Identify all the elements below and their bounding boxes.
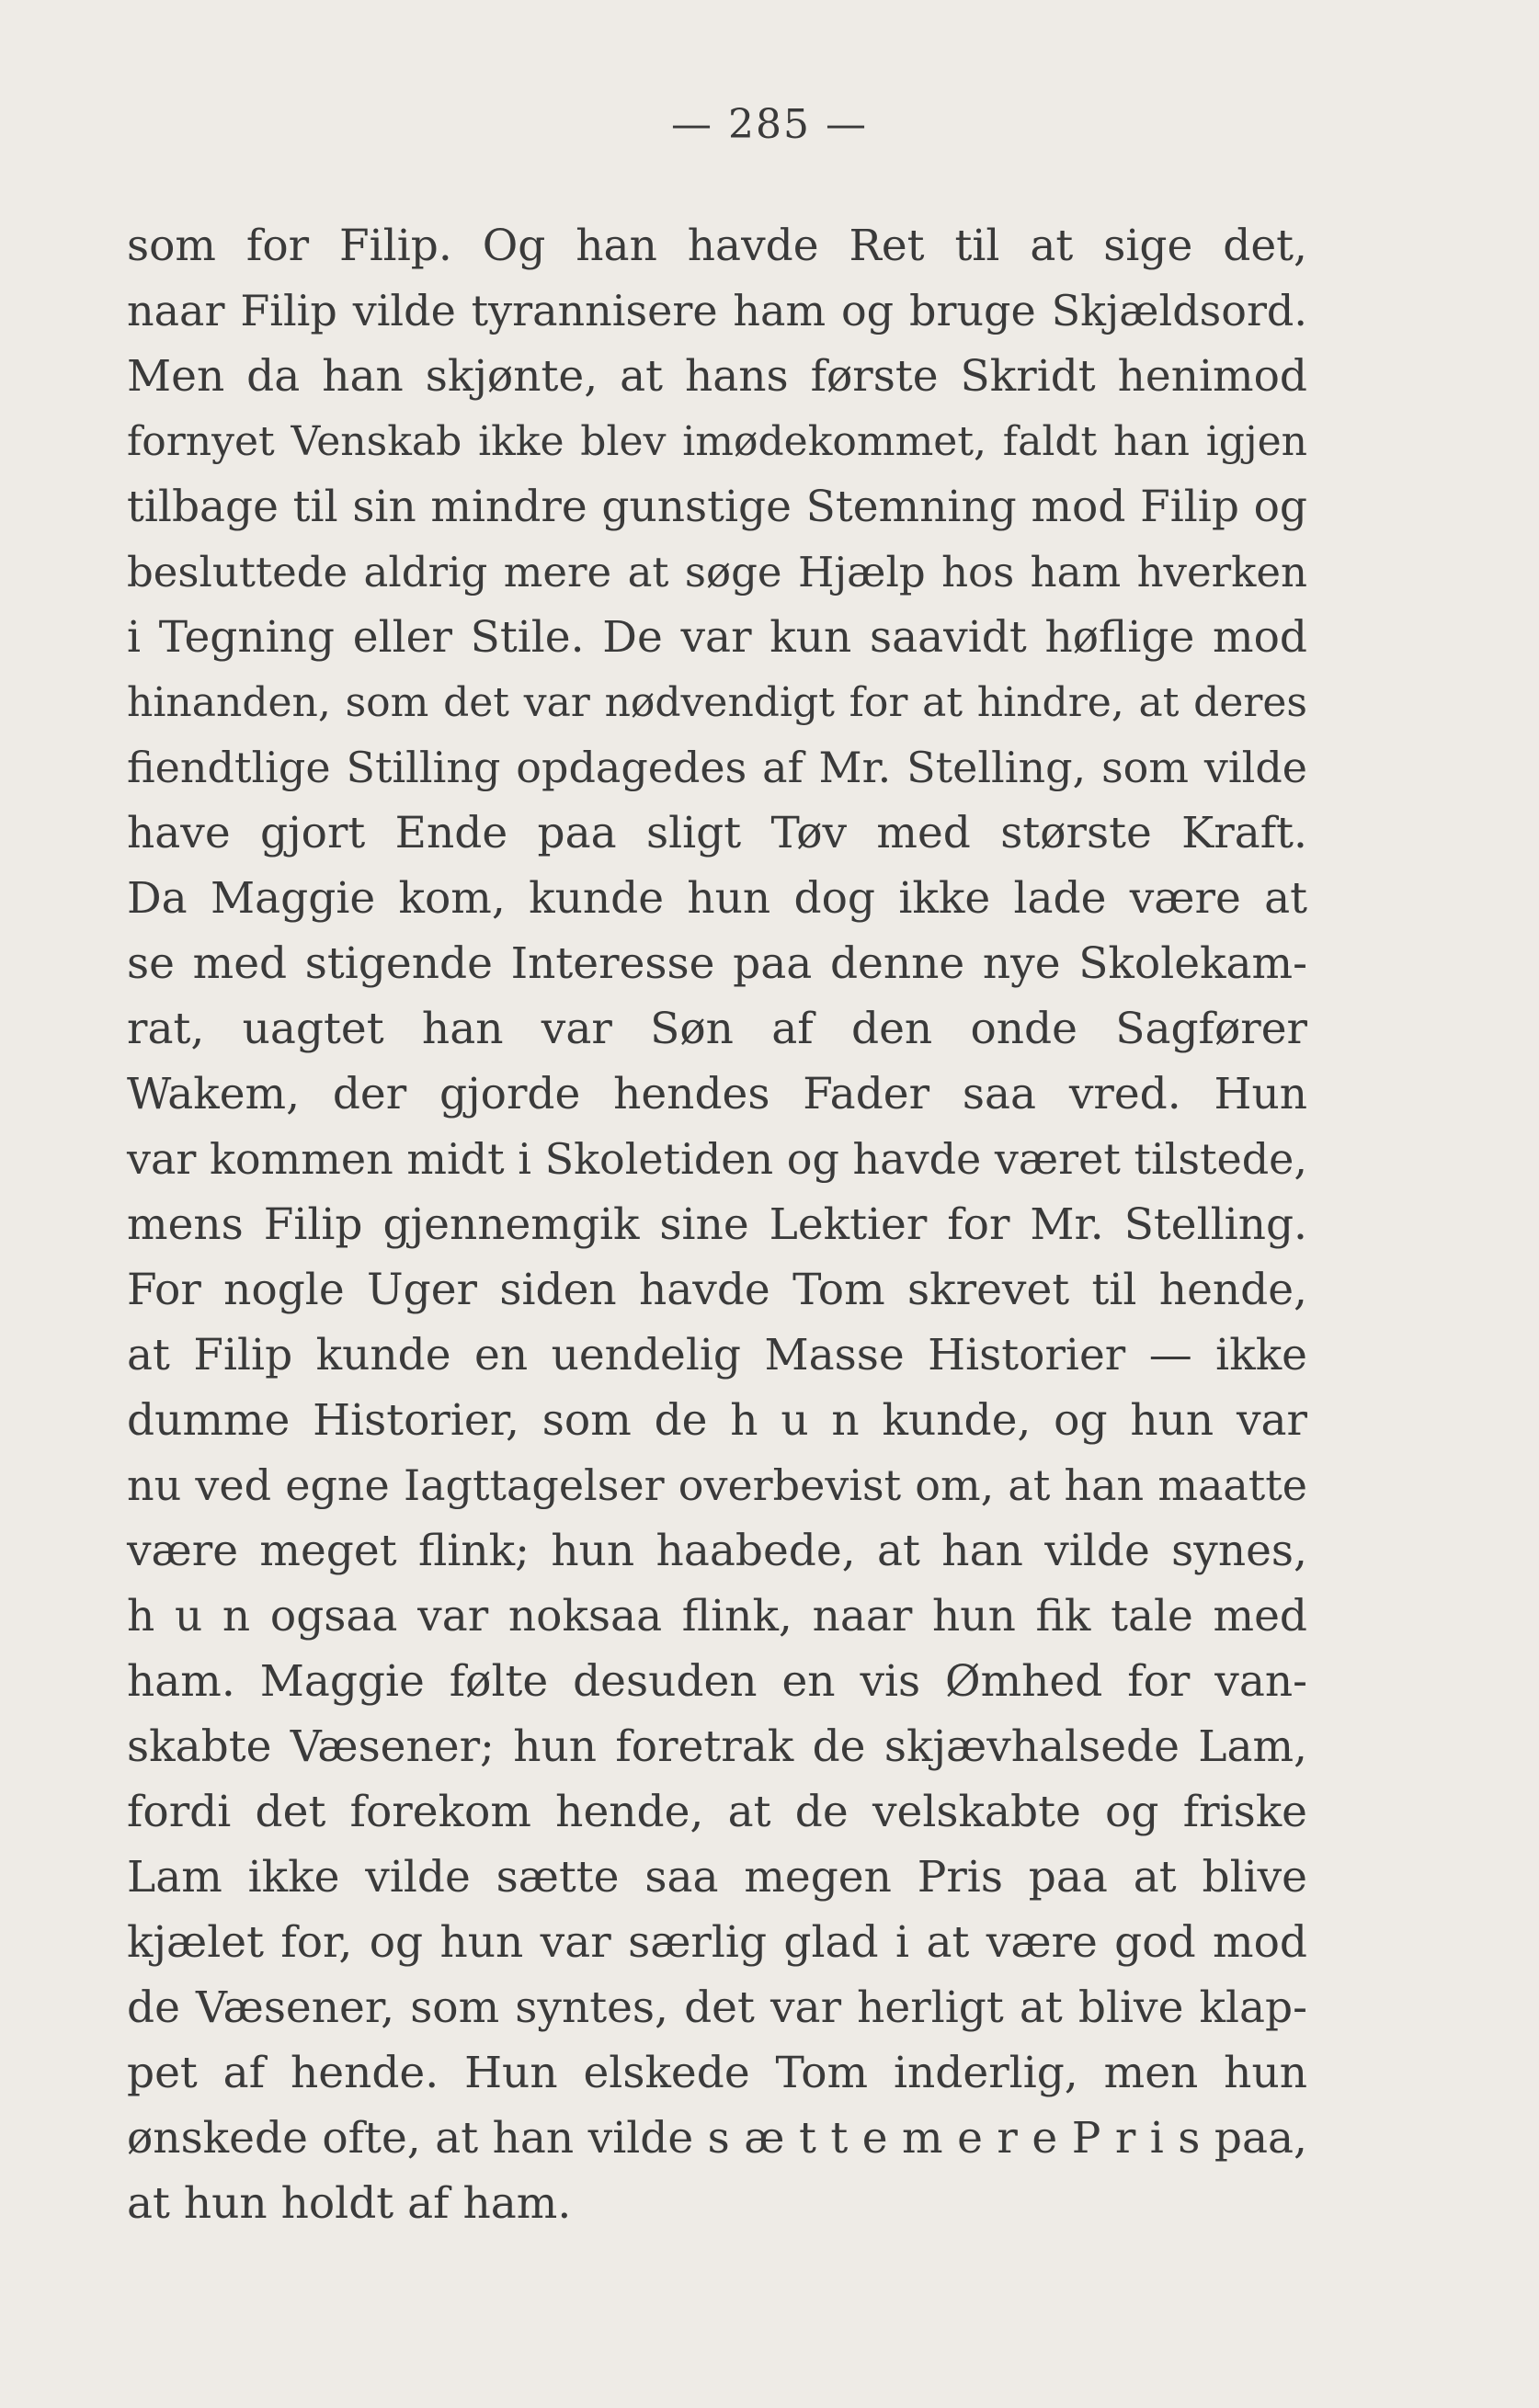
body-text xyxy=(127,213,1307,2236)
text-line: at Filip kunde en uendelig Masse Historier — ikke xyxy=(127,1330,1307,1380)
text-line: naar Filip vilde tyrannisere ham og bruge Skjældsord. xyxy=(127,286,1307,335)
text-line: skabte Væsener; hun foretrak de skjævhalsede Lam, xyxy=(127,1721,1307,1772)
text-line: Da Maggie kom, kunde hun dog ikke lade være at xyxy=(127,873,1307,924)
text-line: kjælet for, og hun var særlig glad i at være god mod xyxy=(127,1917,1307,1968)
text-line: hinanden, som det var nødvendigt for at hindre, at deres xyxy=(127,679,1307,726)
text-line: Lam ikke vilde sætte saa megen Pris paa at blive xyxy=(127,1852,1307,1903)
text-line: nu ved egne Iagttagelser overbevist om, at han maatte xyxy=(127,1460,1307,1510)
text-line: pet af hende. Hun elskede Tom inderlig, men hun xyxy=(127,2048,1307,2098)
text-line: i Tegning eller Stile. De var kun saavidt høflige mod xyxy=(127,612,1307,663)
text-line: Men da han skjønte, at hans første Skridt henimod xyxy=(127,351,1307,402)
text-line: have gjort Ende paa sligt Tøv med største Kraft. xyxy=(127,808,1307,858)
text-line: mens Filip gjennemgik sine Lektier for Mr. Stelling. xyxy=(127,1199,1307,1250)
text-line: være meget flink; hun haabede, at han vilde synes, xyxy=(127,1526,1307,1576)
page-number: — 285 — xyxy=(671,101,868,148)
text-line: dumme Historier, som de h u n kunde, og hun var xyxy=(127,1395,1307,1446)
text-line: som for Filip. Og han havde Ret til at sige det, xyxy=(127,221,1307,271)
text-line: de Væsener, som syntes, det var herligt at blive klap- xyxy=(127,1982,1307,2033)
text-line: fiendtlige Stilling opdagedes af Mr. Stelling, som vilde xyxy=(127,743,1307,792)
text-line: ønskede ofte, at han vilde s æ t t e m e r e P r i s paa, xyxy=(127,2113,1307,2164)
text-line: rat, uagtet han var Søn af den onde Sagfører xyxy=(127,1004,1307,1054)
text-line: fordi det forekom hende, at de velskabte og friske xyxy=(127,1787,1307,1837)
text-line: Wakem, der gjorde hendes Fader saa vred. Hun xyxy=(127,1069,1307,1119)
text-line: se med stigende Interesse paa denne nye Skolekam- xyxy=(127,938,1307,989)
text-line: var kommen midt i Skoletiden og havde været tilstede, xyxy=(127,1134,1307,1184)
text-line: fornyet Venskab ikke blev imødekommet, faldt han igjen xyxy=(127,418,1307,465)
text-line: For nogle Uger siden havde Tom skrevet til hende, xyxy=(127,1265,1307,1315)
text-line: besluttede aldrig mere at søge Hjælp hos ham hverken xyxy=(127,548,1307,596)
text-line: tilbage til sin mindre gunstige Stemning mod Filip og xyxy=(127,482,1307,532)
text-line: ham. Maggie følte desuden en vis Ømhed for van- xyxy=(127,1656,1307,1707)
text-line: at hun holdt af ham. xyxy=(127,2178,572,2229)
text-line: h u n ogsaa var noksaa flink, naar hun fik tale med xyxy=(127,1591,1307,1641)
